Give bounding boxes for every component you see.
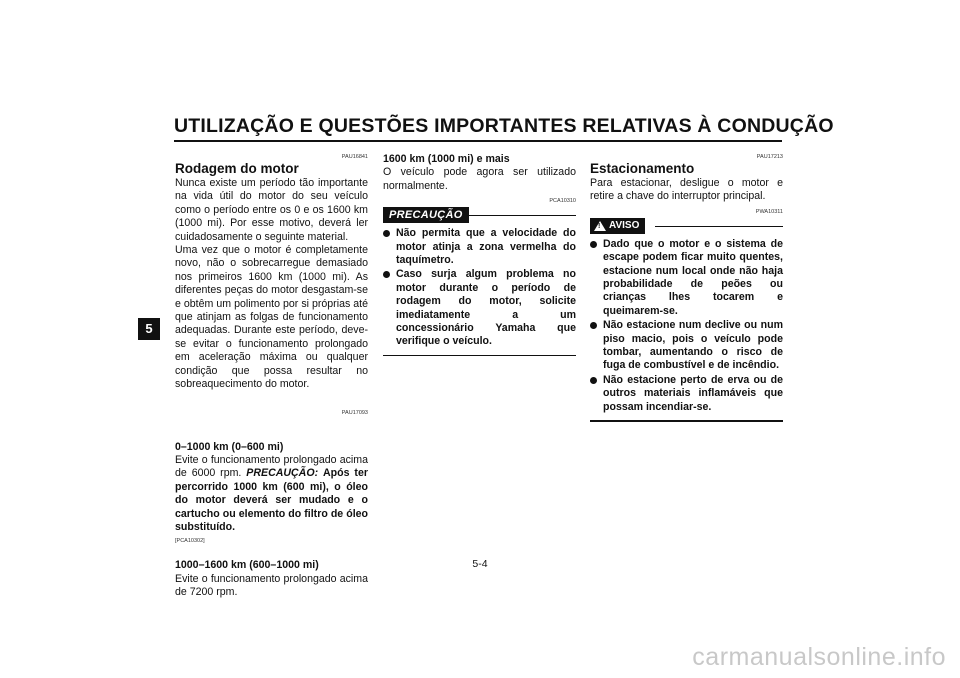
ref-code: [PCA10302]	[175, 538, 205, 545]
paragraph	[175, 454, 368, 534]
list-item: Não estacione num declive ou num piso macio, pois o veículo pode tombar, aumentando o risco de fuga de combustível e de incêndio.	[590, 319, 783, 373]
sub1-text: Evite o funcionamento prolongado acima de 6000 rpm.	[175, 453, 368, 480]
warning-label	[590, 218, 645, 234]
caution-inline-text: Após ter percorrido 1000 km (600 mi), o óleo do motor deverá ser mudado e o cartucho ou elemento do filtro de óleo substituído.	[175, 467, 368, 533]
section-heading-estacionamento: Estacionamento	[590, 161, 695, 176]
caution-inline-label: PRECAUÇÃO:	[246, 467, 319, 480]
caution-header	[383, 207, 576, 223]
ref-code: PAU17213	[756, 154, 783, 160]
list-item: Dado que o motor e o sistema de escape podem ficar muito quentes, estacione num local onde não haja probabilidade de peões ou crianças lhes tocarem e queimarem-se.	[590, 238, 783, 318]
section-heading-rodagem: Rodagem do motor	[175, 161, 299, 176]
list-item: Não estacione perto de erva ou de outros materiais inflamáveis que possam incendiar-se.	[590, 374, 783, 414]
page-header-title: UTILIZAÇÃO E QUESTÕES IMPORTANTES RELATIVAS À CONDUÇÃO	[174, 115, 834, 137]
warning-header	[590, 218, 783, 234]
column-2	[383, 153, 576, 356]
warning-rule	[655, 226, 783, 227]
column-1	[175, 153, 368, 600]
ref-code: PCA10310	[549, 198, 576, 205]
subheading-1600-plus: 1600 km (1000 mi) e mais	[383, 153, 510, 165]
warning-triangle-icon: !	[594, 221, 606, 231]
bullet-icon	[383, 230, 390, 237]
ref-code: PAU17093	[341, 409, 368, 416]
subheading-1000-1600: 1000–1600 km (600–1000 mi)	[175, 559, 319, 572]
caution-rule	[466, 215, 576, 216]
header-rule	[174, 140, 782, 142]
warning-label-text: AVISO	[609, 219, 640, 231]
caution-end-rule	[383, 355, 576, 357]
caution-label: PRECAUÇÃO	[383, 207, 469, 223]
list-item: Não permita que a velocidade do motor atinja a zona vermelha do taquímetro.	[383, 227, 576, 267]
paragraph: Para estacionar, desligue o motor e retire a chave do interruptor principal.	[590, 177, 783, 203]
paragraph: Uma vez que o motor é completamente novo, não o sobrecarregue demasiado nos primeiros 1600 km (1000 mi). As diferentes peças do motor desgastam-se e obtêm um polimento por si próprias até que atinjam as folgas de funcionamento adequadas. Durante este período, deve-se evitar o funcionamento prolongado em aceleração máxima ou qualquer condição que possa resultar no sobreaquecimento do motor.	[175, 244, 368, 391]
bullet-icon	[590, 241, 597, 248]
ref-code: PWA10311	[755, 208, 783, 215]
watermark: carmanualsonline.info	[692, 643, 946, 671]
subheading-0-1000: 0–1000 km (0–600 mi)	[175, 440, 284, 453]
column-3	[590, 153, 783, 422]
bullet-icon	[590, 322, 597, 329]
paragraph: O veículo pode agora ser utilizado normalmente.	[383, 166, 576, 192]
bullet-icon	[590, 377, 597, 384]
chapter-tab: 5	[138, 318, 160, 340]
page-number: 5-4	[472, 558, 488, 570]
ref-code: PAU16841	[341, 154, 368, 160]
caution-list	[383, 227, 576, 349]
paragraph: Nunca existe um período tão importante na vida útil do motor do seu veículo como o período entre os 0 e os 1600 km (1000 mi). Por esse motivo, deverá ler cuidadosamente o seguinte material.	[175, 177, 368, 243]
warning-end-rule	[590, 420, 783, 422]
bullet-icon	[383, 271, 390, 278]
list-item: Caso surja algum problema no motor durante o período de rodagem do motor, solicite imediatamente a um concessionário Yamaha que verifique o veículo.	[383, 268, 576, 348]
paragraph: Evite o funcionamento prolongado acima de 7200 rpm.	[175, 572, 368, 599]
warning-list	[590, 238, 783, 414]
